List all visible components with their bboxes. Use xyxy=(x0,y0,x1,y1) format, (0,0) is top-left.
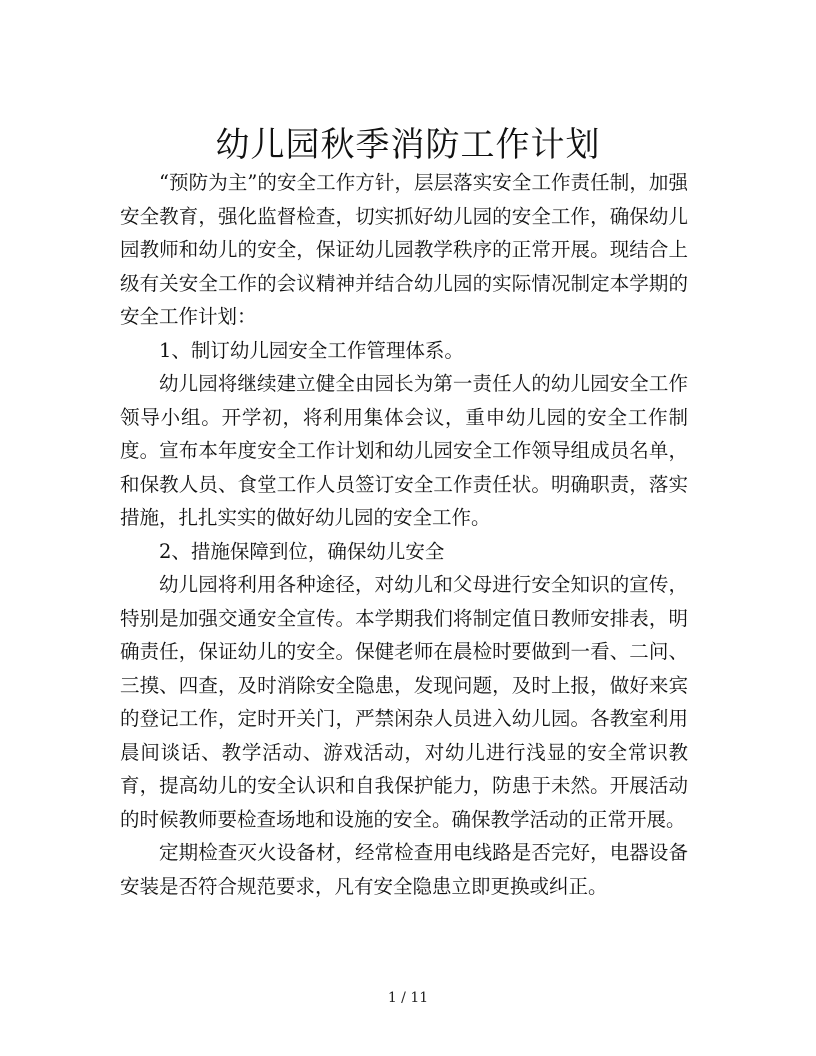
document-title: 幼儿园秋季消防工作计划 xyxy=(215,124,601,165)
paragraph-section-2: 幼儿园将利用各种途径，对幼儿和父母进行安全知识的宣传，特别是加强交通安全宣传。本学期我们将制定值日教师安排表，明确责任，保证幼儿的安全。保健老师在晨检时要做到一看、二问、三摸、四查，及时消除安全隐患，发现问题，及时上报，做好来宾的登记工作，定时开关门，严禁闲杂人员进入幼儿园。各教室利用晨间谈话、教学活动、游戏活动，对幼儿进行浅显的安全常识教育，提高幼儿的安全认识和自我保护能力，防患于未然。开展活动的时候教师要检查场地和设施的安全。确保教学活动的正常开展。 xyxy=(120,573,688,831)
paragraph-fire-equipment: 定期检查灭火设备材，经常检查用电线路是否完好，电器设备安装是否符合规范要求，凡有安全隐患立即更换或纠正。 xyxy=(120,841,688,898)
paragraph-section-1: 幼儿园将继续建立健全由园长为第一责任人的幼儿园安全工作领导小组。开学初，将利用集体会议，重申幼儿园的安全工作制度。宣布本年度安全工作计划和幼儿园安全工作领导组成员名单，和保教人员、食堂工作人员签订安全工作责任状。明确职责，落实措施，扎扎实实的做好幼儿园的安全工作。 xyxy=(120,372,688,529)
page-number: 1 / 11 xyxy=(387,990,429,1006)
document-body xyxy=(120,166,688,903)
paragraph-intro: “预防为主”的安全工作方针，层层落实安全工作责任制，加强安全教育，强化监督检查，切实抓好幼儿园的安全工作，确保幼儿园教师和幼儿的安全，保证幼儿园教学秩序的正常开展。现结合上级有关安全工作的会议精神并结合幼儿园的实际情况制定本学期的安全工作计划： xyxy=(120,171,688,328)
section-heading-1: 1、制订幼儿园安全工作管理体系。 xyxy=(159,338,464,362)
section-heading-2: 2、措施保障到位，确保幼儿安全 xyxy=(159,539,445,563)
